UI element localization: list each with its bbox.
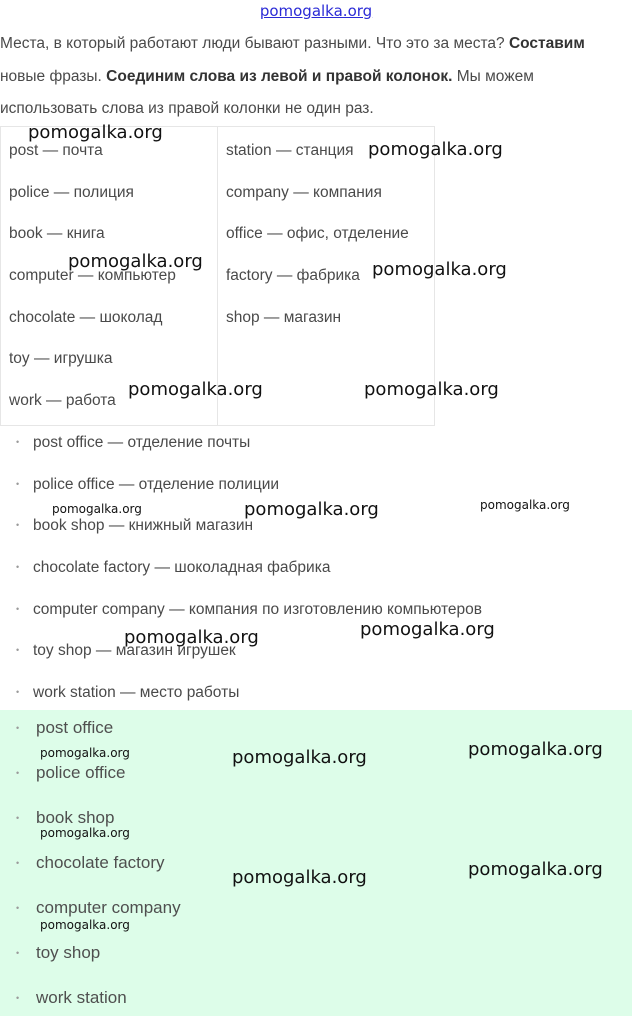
phrase-text: post office — отделение почты [33,434,251,451]
left-word: chocolate — шоколад [9,308,163,326]
answer-text: toy shop [36,943,101,962]
answer-item [0,980,632,1025]
left-word: post — почта [9,142,103,159]
watermark: pomogalka.org [468,739,603,760]
right-word: office — офис, отделение [226,225,409,243]
watermark: pomogalka.org [52,502,142,516]
right-word: company — компания [226,183,382,201]
watermark: pomogalka.org [244,499,379,520]
phrase-text: work station — место работы [33,684,240,702]
right-word: shop — магазин [226,308,342,326]
watermark: pomogalka.org [40,746,130,760]
bullet-icon: • [16,520,20,531]
bullet-icon: • [16,687,20,698]
watermark: pomogalka.org [68,251,203,272]
answer-text: chocolate factory [36,853,165,872]
bullet-icon: • [16,903,20,913]
list-item [0,589,632,631]
left-word: work — работа [9,392,116,410]
intro-bold-1: Составим [508,35,585,52]
list-item [0,630,632,672]
answer-text: book shop [36,808,115,827]
answer-item [0,935,632,980]
watermark: pomogalka.org [468,859,603,880]
intro-text-3: Мы можем использовать слова из правой колонки не один раз. [0,67,534,117]
phrase-text: computer company — компания по изготовлению компьютеров [33,600,483,618]
watermark: pomogalka.org [28,122,163,143]
answer-text: police office [36,763,126,782]
answer-text: post office [36,718,114,737]
left-word: book — книга [9,225,105,243]
left-word: toy — игрушка [9,350,113,368]
answer-text: computer company [36,898,181,917]
watermark: pomogalka.org [232,867,367,888]
bullet-icon: • [16,858,20,868]
watermark: pomogalka.org [480,498,570,512]
watermark: pomogalka.org [124,627,259,648]
bullet-icon: • [16,478,20,489]
bullet-icon: • [16,723,20,733]
bullet-icon: • [16,768,20,778]
right-word: factory — фабрика [226,267,360,285]
phrase-text: book shop — книжный магазин [33,517,254,535]
left-word: police — полиция [9,183,134,201]
intro-text-1: Места, в который работают люди бывают разными. Что это за места? [0,35,509,52]
phrase-text: chocolate factory — шоколадная фабрика [33,559,331,577]
bullet-icon: • [16,813,20,823]
watermark: pomogalka.org [128,379,263,400]
bullet-icon: • [16,993,20,1003]
watermark: pomogalka.org [372,259,507,280]
bullet-icon: • [16,948,20,958]
phrase-text: police office — отделение полиции [33,475,280,493]
intro-bold-2: Соединим слова из левой и правой колонок. [106,67,453,85]
phrase-list [0,422,632,714]
task-text [0,28,632,126]
bullet-icon: • [16,645,20,656]
list-item [0,547,632,589]
watermark: pomogalka.org [40,918,130,932]
bullet-icon: • [16,562,20,573]
left-word: computer — компьютер [9,267,176,285]
intro-text-2: новые фразы. [0,67,107,85]
phrase-text: toy shop — магазин игрушек [33,642,236,660]
watermark: pomogalka.org [368,139,503,160]
right-word: station — станция [226,142,354,159]
watermark: pomogalka.org [360,619,495,640]
bullet-icon: • [16,437,20,447]
site-link[interactable]: pomogalka.org [259,2,373,20]
bullet-icon: • [16,603,20,614]
watermark: pomogalka.org [364,379,499,400]
list-item [0,422,632,464]
watermark: pomogalka.org [232,747,367,768]
answer-text: work station [36,988,127,1007]
watermark: pomogalka.org [40,826,130,840]
list-item [0,672,632,714]
